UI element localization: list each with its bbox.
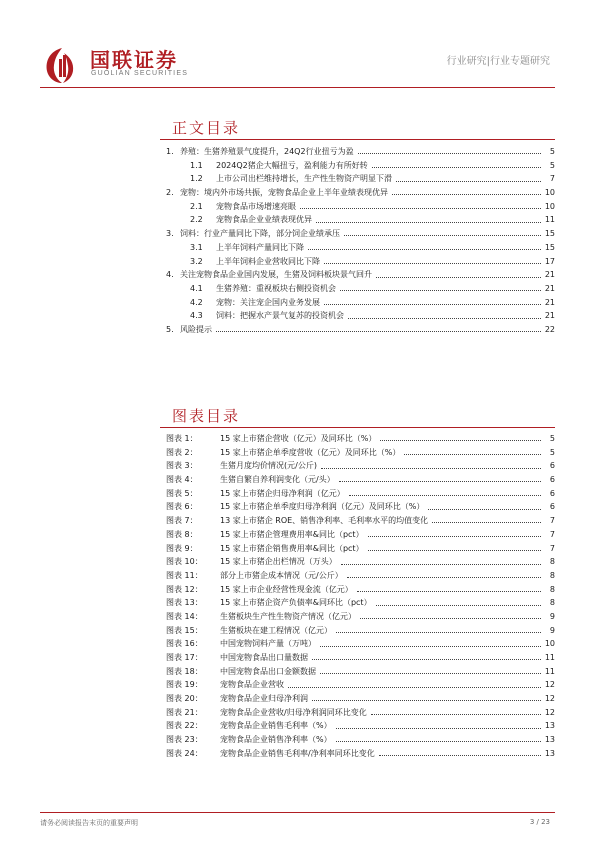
entry-title: 风险提示 [180,324,212,334]
entry-number: 图表 6： [166,502,198,512]
figure-entry[interactable] [160,514,555,528]
entry-title: 15 家上市猪企营收（亿元）及同环比（%） [220,434,377,443]
entry-number: 4. [166,270,174,280]
entry-page: 6 [549,502,555,512]
entry-title: 宠物：境内外市场共振，宠物食品企业上半年业绩表现优异 [180,188,388,198]
dot-leader [349,495,541,496]
entry-number: 5. [166,324,174,334]
entry-title: 15 家上市企业经营性现金流（亿元） [220,584,353,594]
figure-entry[interactable] [160,637,555,651]
brand-name-en: GUOLIAN SECURITIES [91,70,189,77]
dot-leader [316,222,541,223]
entry-number: 图表 11： [166,570,203,580]
entry-number: 图表 10： [166,557,203,567]
entry-number: 2.2 [190,215,203,225]
entry-title: 15 家上市猪企销售费用率&同比（pct） [220,543,364,553]
dot-leader [312,659,541,660]
entry-title: 宠物食品企业营收 [220,680,284,690]
entry-page: 6 [549,475,555,485]
toc-entry[interactable] [160,296,555,310]
entry-page: 7 [549,174,555,184]
entry-number: 图表 24： [166,748,203,758]
entry-page: 6 [549,488,555,498]
entry-number: 图表 15： [166,625,203,635]
entry-page: 8 [549,584,555,594]
entry-page: 8 [549,570,555,580]
figures-title: 图表目录 [172,407,241,425]
brand-name-cn: 国联证券 [90,48,178,72]
dot-leader [376,277,541,278]
figure-entry[interactable] [160,678,555,692]
dot-leader [428,509,541,510]
figure-entry[interactable] [160,555,555,569]
header-divider [40,87,555,88]
report-category: 行业研究|行业专题研究 [446,56,550,67]
entry-page: 13 [544,748,555,758]
figure-entry[interactable] [160,651,555,665]
entry-title: 生猪板块生产性生物资产情况（亿元） [220,611,356,621]
dot-leader [358,153,541,154]
entry-page: 11 [544,653,555,662]
entry-number: 3.2 [190,256,203,266]
figure-entry[interactable] [160,432,555,446]
toc-entry[interactable] [160,159,555,173]
figure-entry[interactable] [160,459,555,473]
entry-page: 13 [544,721,555,731]
dot-leader [396,181,541,182]
toc-entry[interactable] [160,145,555,159]
entry-title: 15 家上市猪企单季度归母净利润（亿元）及同环比（%） [220,502,425,512]
entry-title: 生猪月度均价情况(元/公斤) [220,461,317,471]
toc-entry[interactable] [160,268,555,282]
figure-entry[interactable] [160,610,555,624]
dot-leader [312,700,541,701]
entry-number: 1.2 [190,174,203,184]
entry-number: 1.1 [190,160,203,170]
entry-page: 10 [544,201,555,211]
figures-list [160,432,555,761]
entry-page: 5 [549,447,555,457]
dot-leader [376,605,541,606]
dot-leader [341,564,541,565]
toc-entry[interactable] [160,213,555,227]
dot-leader [320,646,541,647]
dot-leader [308,249,541,250]
dot-leader [432,522,541,523]
entry-number: 图表 1： [166,434,198,443]
dot-leader [371,714,541,715]
figure-entry[interactable] [160,569,555,583]
entry-page: 7 [549,543,555,553]
footer-disclaimer: 请务必阅读报告末页的重要声明 [40,819,138,827]
toc-entry[interactable] [160,186,555,200]
entry-page: 15 [544,242,555,252]
figures-title-underline [160,427,555,428]
entry-title: 2024Q2猪企大幅扭亏，盈利能力有所好转 [216,160,368,170]
entry-title: 宠物食品企业营收/归母净利润同环比变化 [220,707,367,717]
dot-leader [340,290,541,291]
figure-entry[interactable] [160,624,555,638]
toc-entry[interactable] [160,172,555,186]
entry-number: 图表 22： [166,721,203,731]
toc-entry[interactable] [160,227,555,241]
dot-leader [360,618,541,619]
entry-number: 图表 9： [166,543,198,553]
entry-number: 4.3 [190,311,203,321]
dot-leader [380,440,541,441]
dot-leader [336,741,541,742]
dot-leader [324,304,541,305]
toc-title: 正文目录 [172,119,241,137]
dot-leader [324,263,541,264]
dot-leader [392,194,541,195]
entry-page: 22 [544,324,555,334]
entry-title: 宠物食品企业销售毛利率/净利率同环比变化 [220,748,375,758]
entry-title: 15 家上市猪企单季度营收（亿元）及同环比（%） [220,447,401,457]
entry-page: 5 [549,147,555,156]
entry-title: 部分上市猪企成本情况（元/公斤） [220,570,343,580]
entry-title: 15 家上市猪企归母净利润（亿元） [220,488,345,498]
entry-title: 13 家上市猪企 ROE、销售净利率、毛利率水平的均值变化 [220,516,429,526]
toc-entry[interactable] [160,200,555,214]
entry-number: 图表 12： [166,584,203,594]
toc-entry[interactable] [160,241,555,255]
entry-number: 2. [166,188,174,198]
entry-title: 养殖：生猪养殖景气度提升，24Q2行业扭亏为盈 [180,147,354,156]
entry-title: 饲料：行业产量同比下降，部分饲企业绩承压 [180,229,340,239]
dot-leader [404,454,541,455]
figure-entry[interactable] [160,446,555,460]
entry-title: 上半年饲料产量同比下降 [216,242,304,252]
entry-title: 中国宠物食品出口金额数据 [220,666,316,676]
entry-page: 21 [544,297,555,307]
dot-leader [321,468,541,469]
dot-leader [379,755,541,756]
figure-entry[interactable] [160,473,555,487]
entry-number: 图表 2： [166,447,198,457]
entry-title: 15 家上市猪企出栏情况（万头） [220,557,337,567]
entry-page: 7 [549,529,555,539]
figure-entry[interactable] [160,487,555,501]
entry-title: 生猪自繁自养利润变化（元/头） [220,475,335,485]
dot-leader [336,632,541,633]
entry-title: 15 家上市猪企管理费用率&同比（pct） [220,529,364,539]
dot-leader [344,235,541,236]
entry-number: 图表 7： [166,516,198,526]
entry-page: 7 [549,516,555,526]
entry-page: 10 [544,639,555,649]
entry-number: 图表 20： [166,694,203,704]
page-header [0,0,595,90]
entry-page: 10 [544,188,555,198]
toc-entry[interactable] [160,323,555,337]
entry-number: 图表 13： [166,598,203,608]
entry-title: 饲料：把握水产景气复苏的投资机会 [216,311,344,321]
figure-entry[interactable] [160,500,555,514]
entry-title: 宠物食品企业业绩表现优异 [216,215,312,225]
dot-leader [216,331,541,332]
entry-page: 17 [544,256,555,266]
entry-number: 3. [166,229,174,239]
entry-number: 4.1 [190,283,203,293]
entry-title: 生猪养殖：重视板块右侧投资机会 [216,283,336,293]
dot-leader [348,318,541,319]
entry-title: 宠物食品企业销售毛利率（%） [220,721,332,731]
page-number: 3 / 23 [529,818,550,826]
entry-page: 9 [549,611,555,621]
entry-page: 11 [544,215,555,225]
entry-title: 宠物食品市场增速亮眼 [216,201,296,211]
entry-page: 12 [544,680,555,690]
toc-entry[interactable] [160,282,555,296]
entry-title: 宠物：关注宠企国内业务发展 [216,297,320,307]
figure-entry[interactable] [160,665,555,679]
toc-entry[interactable] [160,255,555,269]
entry-number: 图表 17： [166,653,203,662]
entry-number: 2.1 [190,201,203,211]
entry-number: 图表 21： [166,707,203,717]
figure-entry[interactable] [160,528,555,542]
entry-page: 5 [549,160,555,170]
entry-page: 12 [544,707,555,717]
entry-number: 1. [166,147,174,156]
entry-title: 15 家上市猪企资产负债率&同环比（pct） [220,598,372,608]
entry-title: 宠物食品企业销售净利率（%） [220,735,332,745]
dot-leader [368,550,541,551]
entry-page: 6 [549,461,555,471]
dot-leader [372,167,541,168]
figure-entry[interactable] [160,719,555,733]
entry-page: 21 [544,270,555,280]
entry-number: 4.2 [190,297,203,307]
entry-page: 15 [544,229,555,239]
figure-entry[interactable] [160,706,555,720]
entry-page: 21 [544,311,555,321]
entry-title: 生猪板块在建工程情况（亿元） [220,625,332,635]
entry-title: 中国宠物食品出口量数据 [220,653,308,662]
entry-number: 图表 4： [166,475,198,485]
figure-entry[interactable] [160,542,555,556]
entry-page: 9 [549,625,555,635]
toc-entry[interactable] [160,309,555,323]
entry-number: 图表 23： [166,735,203,745]
entry-number: 图表 8： [166,529,198,539]
figure-entry[interactable] [160,733,555,747]
dot-leader [320,673,541,674]
entry-title: 关注宠物食品企业国内发展，生猪及饲料板块景气回升 [180,270,372,280]
toc-title-underline [160,139,555,140]
entry-page: 8 [549,557,555,567]
entry-title: 上市公司出栏维持增长，生产性生物资产明显下滑 [216,174,392,184]
dot-leader [336,728,541,729]
figure-entry[interactable] [160,583,555,597]
entry-page: 13 [544,735,555,745]
dot-leader [368,536,541,537]
dot-leader [300,208,541,209]
dot-leader [288,687,541,688]
entry-page: 11 [544,666,555,676]
entry-page: 5 [549,434,555,443]
dot-leader [347,577,541,578]
entry-page: 21 [544,283,555,293]
entry-number: 图表 3： [166,461,198,471]
entry-number: 图表 19： [166,680,203,690]
entry-number: 图表 16： [166,639,203,649]
dot-leader [357,591,541,592]
entry-page: 12 [544,694,555,704]
figure-entry[interactable] [160,692,555,706]
entry-number: 图表 18： [166,666,203,676]
guolian-logo-icon [42,45,82,85]
footer-divider [40,812,555,813]
entry-title: 宠物食品企业归母净利润 [220,694,308,704]
entry-title: 中国宠物饲料产量（万吨） [220,639,316,649]
entry-number: 图表 5： [166,488,198,498]
entry-title: 上半年饲料企业营收同比下降 [216,256,320,266]
figure-entry[interactable] [160,596,555,610]
entry-number: 图表 14： [166,611,203,621]
figure-entry[interactable] [160,747,555,761]
toc-list [160,145,555,337]
entry-page: 8 [549,598,555,608]
entry-number: 3.1 [190,242,203,252]
dot-leader [339,481,541,482]
